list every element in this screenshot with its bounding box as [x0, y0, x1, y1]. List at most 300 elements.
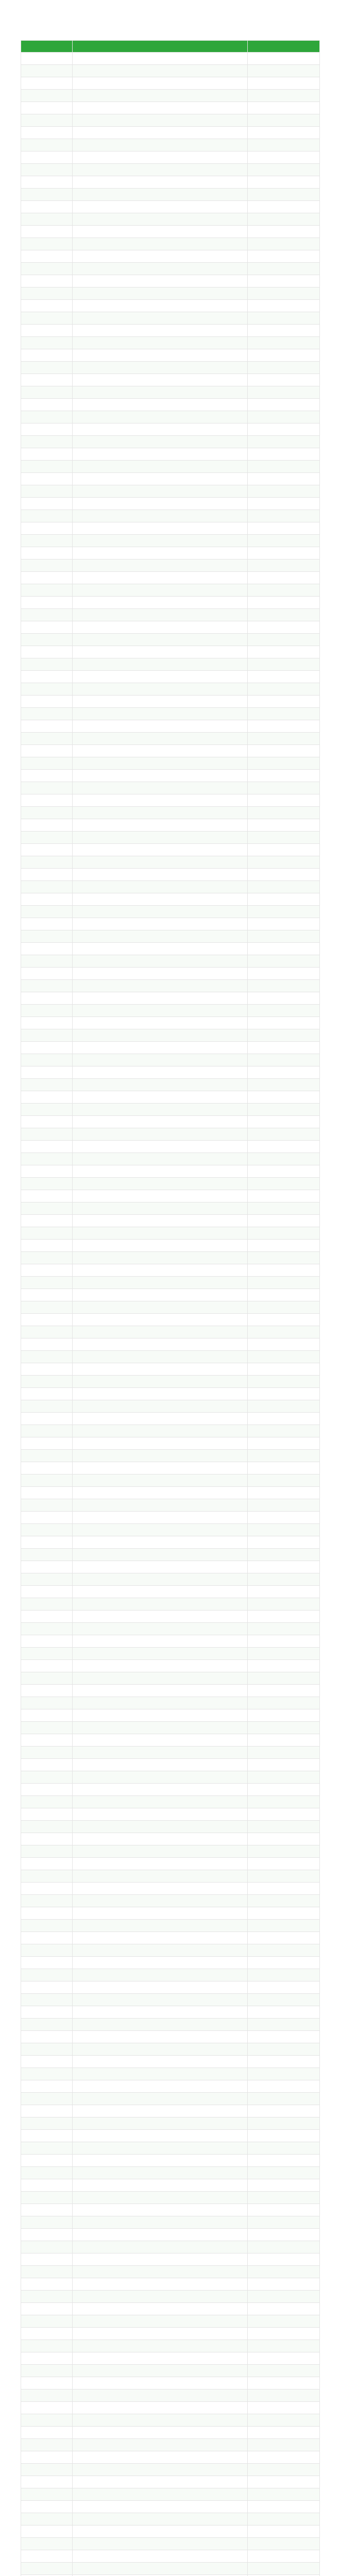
cell-grade — [248, 2513, 320, 2526]
cell-index — [21, 2414, 73, 2427]
cell-name — [73, 794, 248, 807]
cell-grade — [248, 448, 320, 461]
cell-name — [73, 770, 248, 782]
cell-index — [21, 1054, 73, 1066]
cell-index — [21, 1635, 73, 1648]
table-row — [21, 1586, 320, 1598]
cell-name — [73, 621, 248, 634]
cell-index — [21, 1400, 73, 1413]
cell-grade — [248, 2291, 320, 2303]
cell-index — [21, 1573, 73, 1586]
cell-name — [73, 114, 248, 127]
cell-grade — [248, 399, 320, 411]
cell-grade — [248, 1536, 320, 1549]
cell-index — [21, 2155, 73, 2167]
cell-name — [73, 2142, 248, 2155]
cell-grade — [248, 1821, 320, 1833]
table-header-row — [21, 41, 320, 53]
cell-name — [73, 461, 248, 473]
table-row — [21, 745, 320, 757]
cell-grade — [248, 2550, 320, 2563]
table-row — [21, 881, 320, 893]
cell-index — [21, 213, 73, 226]
cell-name — [73, 757, 248, 770]
table-row — [21, 1079, 320, 1091]
cell-name — [73, 1338, 248, 1351]
cell-index — [21, 955, 73, 968]
cell-index — [21, 2278, 73, 2291]
table-row — [21, 1759, 320, 1771]
cell-grade — [248, 671, 320, 683]
cell-index — [21, 1141, 73, 1153]
cell-index — [21, 2451, 73, 2464]
cell-grade — [248, 1796, 320, 1808]
cell-grade — [248, 2427, 320, 2439]
cell-name — [73, 2513, 248, 2526]
cell-name — [73, 2315, 248, 2328]
cell-name — [73, 671, 248, 683]
table-row — [21, 696, 320, 708]
cell-grade — [248, 2538, 320, 2550]
cell-index — [21, 1029, 73, 1042]
cell-grade — [248, 1747, 320, 1759]
table-row — [21, 1116, 320, 1128]
table-row — [21, 634, 320, 646]
cell-name — [73, 1685, 248, 1697]
cell-grade — [248, 498, 320, 510]
cell-index — [21, 1351, 73, 1363]
cell-name — [73, 708, 248, 720]
cell-grade — [248, 1808, 320, 1821]
cell-grade — [248, 634, 320, 646]
cell-index — [21, 1128, 73, 1141]
cell-grade — [248, 1042, 320, 1054]
cell-grade — [248, 65, 320, 77]
cell-name — [73, 2563, 248, 2575]
cell-index — [21, 918, 73, 930]
table-row — [21, 1462, 320, 1475]
cell-grade — [248, 2365, 320, 2377]
cell-grade — [248, 770, 320, 782]
cell-name — [73, 226, 248, 238]
cell-index — [21, 1759, 73, 1771]
cell-grade — [248, 535, 320, 547]
table-row — [21, 2105, 320, 2117]
cell-index — [21, 2031, 73, 2043]
table-row — [21, 1747, 320, 1759]
table-row — [21, 906, 320, 918]
cell-grade — [248, 1784, 320, 1796]
cell-index — [21, 757, 73, 770]
table-row — [21, 1536, 320, 1549]
cell-grade — [248, 250, 320, 263]
table-row — [21, 2563, 320, 2575]
cell-grade — [248, 2006, 320, 2019]
table-row — [21, 2389, 320, 2402]
cell-grade — [248, 1771, 320, 1784]
cell-grade — [248, 1252, 320, 1264]
cell-index — [21, 1202, 73, 1215]
cell-index — [21, 881, 73, 893]
cell-name — [73, 498, 248, 510]
cell-grade — [248, 918, 320, 930]
cell-index — [21, 65, 73, 77]
table-row — [21, 609, 320, 621]
cell-grade — [248, 683, 320, 696]
table-row — [21, 2130, 320, 2142]
table-row — [21, 65, 320, 77]
cell-grade — [248, 2377, 320, 2389]
cell-index — [21, 1611, 73, 1623]
cell-grade — [248, 2402, 320, 2414]
cell-name — [73, 535, 248, 547]
table-row — [21, 1091, 320, 1104]
cell-grade — [248, 510, 320, 522]
cell-grade — [248, 1376, 320, 1388]
cell-name — [73, 1475, 248, 1487]
cell-grade — [248, 2068, 320, 2080]
cell-name — [73, 1252, 248, 1264]
cell-name — [73, 1709, 248, 1722]
cell-index — [21, 2340, 73, 2352]
cell-index — [21, 1264, 73, 1277]
cell-index — [21, 819, 73, 832]
cell-index — [21, 1512, 73, 1524]
table-row — [21, 2291, 320, 2303]
table-row — [21, 2451, 320, 2464]
cell-name — [73, 1240, 248, 1252]
cell-name — [73, 1821, 248, 1833]
table-row — [21, 1598, 320, 1611]
table-row — [21, 1301, 320, 1314]
cell-index — [21, 337, 73, 349]
cell-grade — [248, 2019, 320, 2031]
cell-name — [73, 2093, 248, 2105]
cell-index — [21, 844, 73, 856]
cell-name — [73, 2043, 248, 2056]
cell-grade — [248, 1845, 320, 1858]
cell-grade — [248, 1005, 320, 1017]
cell-index — [21, 1363, 73, 1376]
cell-grade — [248, 1054, 320, 1066]
cell-grade — [248, 1969, 320, 1981]
cell-name — [73, 1326, 248, 1338]
cell-name — [73, 1437, 248, 1450]
cell-grade — [248, 1128, 320, 1141]
cell-name — [73, 1907, 248, 1920]
cell-index — [21, 510, 73, 522]
cell-index — [21, 1388, 73, 1400]
cell-index — [21, 547, 73, 560]
cell-index — [21, 1994, 73, 2006]
table-row — [21, 263, 320, 275]
cell-index — [21, 1116, 73, 1128]
cell-index — [21, 1178, 73, 1190]
cell-grade — [248, 325, 320, 337]
cell-name — [73, 386, 248, 399]
cell-index — [21, 2526, 73, 2538]
cell-index — [21, 2105, 73, 2117]
cell-name — [73, 1870, 248, 1883]
cell-name — [73, 2167, 248, 2179]
table-row — [21, 1784, 320, 1796]
table-row — [21, 102, 320, 114]
table-row — [21, 2093, 320, 2105]
cell-index — [21, 1870, 73, 1883]
table-row — [21, 1549, 320, 1561]
cell-name — [73, 609, 248, 621]
cell-grade — [248, 708, 320, 720]
cell-index — [21, 1524, 73, 1536]
cell-grade — [248, 1264, 320, 1277]
cell-name — [73, 881, 248, 893]
cell-grade — [248, 1029, 320, 1042]
cell-grade — [248, 1648, 320, 1660]
cell-grade — [248, 621, 320, 634]
cell-grade — [248, 1363, 320, 1376]
table-row — [21, 1190, 320, 1202]
cell-grade — [248, 832, 320, 844]
cell-index — [21, 1969, 73, 1981]
cell-index — [21, 597, 73, 609]
cell-grade — [248, 807, 320, 819]
table-row — [21, 2117, 320, 2130]
cell-grade — [248, 2389, 320, 2402]
cell-index — [21, 2204, 73, 2216]
cell-grade — [248, 1066, 320, 1079]
cell-index — [21, 2117, 73, 2130]
cell-grade — [248, 1326, 320, 1338]
table-row — [21, 374, 320, 386]
cell-index — [21, 1252, 73, 1264]
cell-grade — [248, 1499, 320, 1512]
cell-grade — [248, 2488, 320, 2501]
cell-name — [73, 1858, 248, 1870]
cell-grade — [248, 1895, 320, 1907]
cell-index — [21, 584, 73, 597]
cell-index — [21, 2563, 73, 2575]
cell-name — [73, 597, 248, 609]
cell-name — [73, 423, 248, 436]
cell-name — [73, 1104, 248, 1116]
cell-name — [73, 77, 248, 90]
table-row — [21, 1128, 320, 1141]
cell-name — [73, 1363, 248, 1376]
cell-grade — [248, 386, 320, 399]
cell-index — [21, 2179, 73, 2192]
cell-grade — [248, 2192, 320, 2204]
cell-name — [73, 906, 248, 918]
table-row — [21, 2155, 320, 2167]
cell-name — [73, 1376, 248, 1388]
table-row — [21, 1858, 320, 1870]
table-row — [21, 2253, 320, 2266]
cell-grade — [248, 349, 320, 362]
cell-index — [21, 1005, 73, 1017]
table-row — [21, 2315, 320, 2328]
table-row — [21, 1623, 320, 1635]
cell-index — [21, 399, 73, 411]
cell-name — [73, 2068, 248, 2080]
cell-index — [21, 2192, 73, 2204]
table-row — [21, 1425, 320, 1437]
cell-grade — [248, 1301, 320, 1314]
cell-grade — [248, 745, 320, 757]
cell-grade — [248, 1116, 320, 1128]
cell-name — [73, 1264, 248, 1277]
table-row — [21, 1808, 320, 1821]
table-row — [21, 819, 320, 832]
table-row — [21, 1413, 320, 1425]
table-row — [21, 1363, 320, 1376]
table-row — [21, 250, 320, 263]
table-row — [21, 2414, 320, 2427]
table-row — [21, 2216, 320, 2229]
cell-index — [21, 2241, 73, 2253]
cell-name — [73, 53, 248, 65]
cell-grade — [248, 2241, 320, 2253]
cell-grade — [248, 733, 320, 745]
table-row — [21, 1499, 320, 1512]
cell-index — [21, 2427, 73, 2439]
cell-name — [73, 1351, 248, 1363]
cell-name — [73, 1549, 248, 1561]
cell-grade — [248, 2464, 320, 2476]
cell-index — [21, 1932, 73, 1944]
table-row — [21, 1314, 320, 1326]
cell-grade — [248, 127, 320, 139]
table-row — [21, 584, 320, 597]
cell-grade — [248, 2080, 320, 2093]
cell-grade — [248, 1957, 320, 1969]
cell-name — [73, 65, 248, 77]
cell-name — [73, 1413, 248, 1425]
table-row — [21, 1524, 320, 1536]
cell-name — [73, 2291, 248, 2303]
cell-index — [21, 1660, 73, 1672]
cell-name — [73, 312, 248, 325]
cell-name — [73, 2155, 248, 2167]
cell-name — [73, 2439, 248, 2451]
cell-name — [73, 2266, 248, 2278]
cell-grade — [248, 597, 320, 609]
cell-index — [21, 1289, 73, 1301]
cell-index — [21, 1104, 73, 1116]
table-row — [21, 1907, 320, 1920]
cell-name — [73, 1215, 248, 1227]
cell-name — [73, 2241, 248, 2253]
cell-index — [21, 1747, 73, 1759]
table-row — [21, 1005, 320, 1017]
cell-grade — [248, 213, 320, 226]
cell-index — [21, 658, 73, 671]
cell-name — [73, 1796, 248, 1808]
cell-index — [21, 2315, 73, 2328]
cell-name — [73, 844, 248, 856]
cell-grade — [248, 1079, 320, 1091]
cell-index — [21, 176, 73, 189]
table-row — [21, 1771, 320, 1784]
cell-name — [73, 2216, 248, 2229]
cell-grade — [248, 1227, 320, 1240]
cell-grade — [248, 1314, 320, 1326]
table-row — [21, 943, 320, 955]
cell-name — [73, 448, 248, 461]
cell-grade — [248, 2130, 320, 2142]
cell-name — [73, 918, 248, 930]
cell-name — [73, 151, 248, 164]
cell-index — [21, 943, 73, 955]
cell-grade — [248, 1165, 320, 1178]
table-row — [21, 1734, 320, 1747]
cell-index — [21, 992, 73, 1005]
cell-grade — [248, 1475, 320, 1487]
cell-grade — [248, 2303, 320, 2315]
cell-name — [73, 1994, 248, 2006]
cell-name — [73, 1314, 248, 1326]
table-row — [21, 1066, 320, 1079]
cell-name — [73, 1573, 248, 1586]
cell-index — [21, 968, 73, 980]
table-row — [21, 1437, 320, 1450]
cell-grade — [248, 2439, 320, 2451]
table-row — [21, 2377, 320, 2389]
table-row — [21, 2439, 320, 2451]
cell-index — [21, 1301, 73, 1314]
table-row — [21, 992, 320, 1005]
table-row — [21, 2488, 320, 2501]
table-row — [21, 1202, 320, 1215]
cell-grade — [248, 164, 320, 176]
cell-index — [21, 696, 73, 708]
table-row — [21, 411, 320, 423]
cell-index — [21, 980, 73, 992]
cell-grade — [248, 584, 320, 597]
cell-name — [73, 2488, 248, 2501]
cell-name — [73, 2192, 248, 2204]
cell-name — [73, 893, 248, 906]
cell-grade — [248, 53, 320, 65]
cell-index — [21, 448, 73, 461]
cell-name — [73, 2117, 248, 2130]
table-row — [21, 1895, 320, 1907]
table-row — [21, 1338, 320, 1351]
cell-index — [21, 572, 73, 584]
cell-name — [73, 2278, 248, 2291]
cell-index — [21, 2402, 73, 2414]
cell-index — [21, 2253, 73, 2266]
cell-grade — [248, 1833, 320, 1845]
cell-index — [21, 2093, 73, 2105]
cell-grade — [248, 2216, 320, 2229]
table-row — [21, 151, 320, 164]
cell-grade — [248, 2204, 320, 2216]
table-row — [21, 2340, 320, 2352]
cell-grade — [248, 362, 320, 374]
cell-grade — [248, 1524, 320, 1536]
table-row — [21, 1883, 320, 1895]
cell-index — [21, 90, 73, 102]
cell-name — [73, 2476, 248, 2488]
cell-grade — [248, 461, 320, 473]
cell-grade — [248, 287, 320, 300]
cell-index — [21, 1709, 73, 1722]
cell-index — [21, 522, 73, 535]
cell-name — [73, 1771, 248, 1784]
cell-index — [21, 2303, 73, 2315]
cell-name — [73, 1153, 248, 1165]
table-row — [21, 1512, 320, 1524]
